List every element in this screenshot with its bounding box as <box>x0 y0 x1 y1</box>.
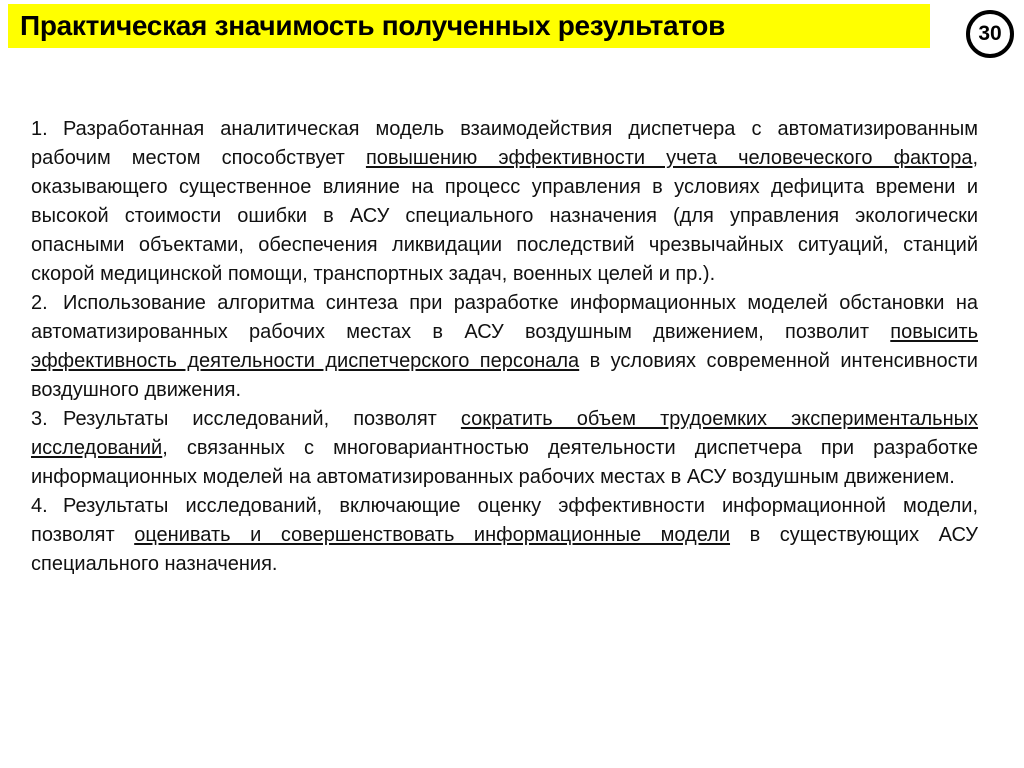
slide-number-badge <box>966 10 1014 58</box>
result-item-2 <box>31 289 978 405</box>
item-highlight: оценивать и совершенствовать информационные модели <box>134 524 731 546</box>
result-item-1 <box>31 115 978 289</box>
item-text: , оказывающего существенное влияние на процесс управления в условиях дефицита времени и высокой стоимости ошибки в АСУ специального назначения (для управления экологически опасными объектами, обеспечения ликвидации последствий чрезвычайных ситуаций, станций скорой медицинской помощи, транспортных задач, военных целей и пр.). <box>31 147 979 285</box>
slide-title: Практическая значимость полученных результатов <box>20 10 726 41</box>
item-text: в условиях современной интенсивности воздушного движения. <box>31 350 978 401</box>
results-list <box>31 115 978 579</box>
item-number: 3. <box>31 408 48 430</box>
item-text: , связанных с многовариантностью деятельности диспетчера при разработке информационных моделей на автоматизированных рабочих местах в АСУ воздушным движением. <box>31 437 978 488</box>
result-item-3 <box>31 405 978 492</box>
item-highlight: повышению эффективности учета человеческого фактора <box>365 147 973 169</box>
item-text: Разработанная аналитическая модель взаимодействия диспетчера с автоматизированным рабочим местом способствует <box>31 118 978 169</box>
item-number: 1. <box>31 118 48 140</box>
item-highlight: сократить объем трудоемких экспериментальных исследований <box>31 408 979 459</box>
item-text: Результаты исследований, позволят <box>63 408 461 430</box>
slide-number: 30 <box>978 22 1002 45</box>
item-highlight: повысить эффективность деятельности диспетчерского персонала <box>31 321 978 372</box>
item-number: 2. <box>31 292 48 314</box>
item-number: 4. <box>31 495 48 517</box>
item-text: в существующих АСУ специального назначения. <box>31 524 978 575</box>
title-bar <box>8 4 930 48</box>
item-text: Использование алгоритма синтеза при разработке информационных моделей обстановки на автоматизированных рабочих местах в АСУ воздушным движением, позволит <box>31 292 978 343</box>
result-item-4 <box>31 492 978 579</box>
item-text: Результаты исследований, включающие оценку эффективности информационной модели, позволят <box>31 495 978 546</box>
